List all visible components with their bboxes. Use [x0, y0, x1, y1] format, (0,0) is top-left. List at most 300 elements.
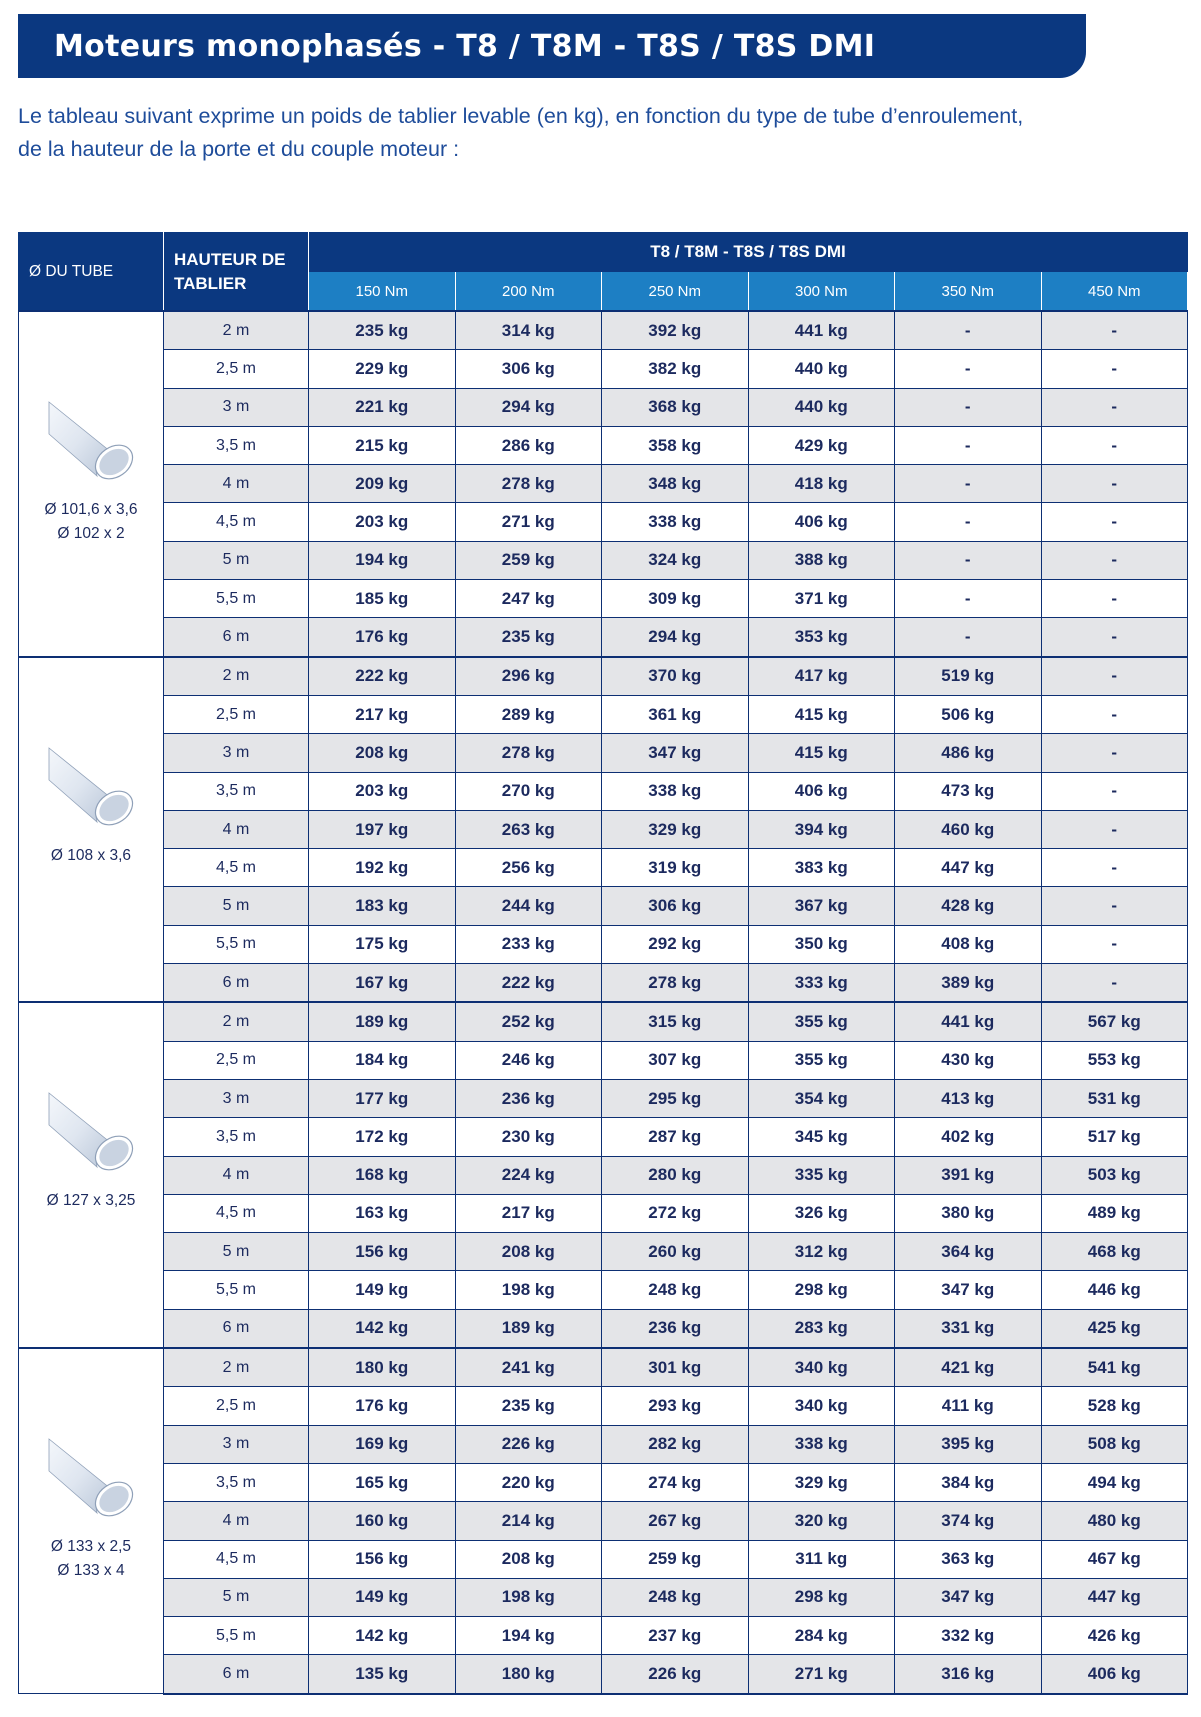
height-cell: 5 m: [164, 1578, 309, 1616]
weight-cell: 283 kg: [748, 1309, 895, 1348]
weight-cell: 271 kg: [455, 503, 602, 541]
weight-cell: 183 kg: [309, 887, 456, 925]
weight-cell: 172 kg: [309, 1118, 456, 1156]
height-header-line-2: TABLIER: [174, 273, 247, 293]
weight-cell: 222 kg: [455, 964, 602, 1003]
weight-cell: 338 kg: [602, 772, 749, 810]
weight-cell: 363 kg: [895, 1540, 1042, 1578]
weight-cell: 142 kg: [309, 1309, 456, 1348]
weight-cell: 353 kg: [748, 618, 895, 657]
weight-cell: 163 kg: [309, 1194, 456, 1232]
weight-cell: 260 kg: [602, 1233, 749, 1271]
torque-header: 150 Nm: [309, 272, 456, 312]
weight-cell: 480 kg: [1041, 1502, 1188, 1540]
weight-cell: 233 kg: [455, 925, 602, 963]
weight-cell: 332 kg: [895, 1617, 1042, 1655]
weight-cell: 149 kg: [309, 1578, 456, 1616]
height-cell: 2 m: [164, 1002, 309, 1041]
weight-cell: -: [895, 350, 1042, 388]
table-row: [19, 465, 1188, 503]
table-row: [19, 1233, 1188, 1271]
weight-cell: -: [895, 541, 1042, 579]
weight-cell: 220 kg: [455, 1463, 602, 1501]
weight-cell: 364 kg: [895, 1233, 1042, 1271]
torque-header: 450 Nm: [1041, 272, 1188, 312]
table-row: [19, 772, 1188, 810]
table-row: [19, 734, 1188, 772]
intro-line-1: Le tableau suivant exprime un poids de tablier levable (en kg), en fonction du type de tube d’enroulement,: [18, 104, 1024, 128]
weight-cell: 156 kg: [309, 1233, 456, 1271]
weight-cell: 340 kg: [748, 1387, 895, 1425]
weight-cell: 267 kg: [602, 1502, 749, 1540]
weight-cell: 235 kg: [455, 1387, 602, 1425]
table-row: [19, 311, 1188, 350]
height-cell: 2,5 m: [164, 350, 309, 388]
weight-cell: 176 kg: [309, 1387, 456, 1425]
table-row: [19, 1271, 1188, 1309]
page-title: Moteurs monophasés - T8 / T8M - T8S / T8S DMI: [54, 29, 876, 64]
weight-cell: 441 kg: [748, 311, 895, 350]
weight-cell: 169 kg: [309, 1425, 456, 1463]
weight-cell: 355 kg: [748, 1002, 895, 1041]
weight-cell: 428 kg: [895, 887, 1042, 925]
weight-cell: 259 kg: [455, 541, 602, 579]
weight-cell: 316 kg: [895, 1655, 1042, 1694]
weight-cell: 180 kg: [309, 1348, 456, 1387]
weight-cell: -: [895, 503, 1042, 541]
table-row: [19, 350, 1188, 388]
weight-cell: 324 kg: [602, 541, 749, 579]
weight-cell: 282 kg: [602, 1425, 749, 1463]
weight-cell: 168 kg: [309, 1156, 456, 1194]
weight-cell: 298 kg: [748, 1271, 895, 1309]
tube-diameter-line: Ø 101,6 x 3,6: [44, 501, 138, 518]
weight-cell: 270 kg: [455, 772, 602, 810]
weight-cell: -: [1041, 695, 1188, 733]
tube-diameter-line: Ø 102 x 2: [57, 525, 125, 542]
weight-cell: -: [1041, 734, 1188, 772]
weight-cell: -: [1041, 657, 1188, 696]
weight-cell: 194 kg: [309, 541, 456, 579]
tube-diameter-line: Ø 127 x 3,25: [46, 1192, 136, 1210]
weight-cell: 567 kg: [1041, 1002, 1188, 1041]
weight-cell: 280 kg: [602, 1156, 749, 1194]
weight-cell: 347 kg: [895, 1271, 1042, 1309]
height-cell: 6 m: [164, 618, 309, 657]
weight-cell: 192 kg: [309, 849, 456, 887]
table-row: [19, 849, 1188, 887]
weight-cell: 473 kg: [895, 772, 1042, 810]
weight-cell: 167 kg: [309, 964, 456, 1003]
height-cell: 4,5 m: [164, 503, 309, 541]
weight-cell: 347 kg: [895, 1578, 1042, 1616]
weight-cell: 370 kg: [602, 657, 749, 696]
table-row: [19, 1194, 1188, 1232]
weight-cell: 226 kg: [602, 1655, 749, 1694]
weight-cell: 415 kg: [748, 734, 895, 772]
weight-cell: 309 kg: [602, 580, 749, 618]
weight-cell: 184 kg: [309, 1041, 456, 1079]
weight-cell: 468 kg: [1041, 1233, 1188, 1271]
weight-cell: 384 kg: [895, 1463, 1042, 1501]
weight-cell: 278 kg: [602, 964, 749, 1003]
weight-cell: 306 kg: [455, 350, 602, 388]
weight-cell: 368 kg: [602, 388, 749, 426]
weight-cell: 278 kg: [455, 734, 602, 772]
weight-cell: 415 kg: [748, 695, 895, 733]
weight-cell: 176 kg: [309, 618, 456, 657]
weight-cell: 236 kg: [602, 1309, 749, 1348]
weight-cell: 222 kg: [309, 657, 456, 696]
weight-cell: 348 kg: [602, 465, 749, 503]
tube-diameter-line: Ø 133 x 2,5: [50, 1538, 132, 1556]
tube-cell: [19, 1002, 164, 1348]
weight-cell: 185 kg: [309, 580, 456, 618]
weight-cell: 224 kg: [455, 1156, 602, 1194]
weight-cell: 350 kg: [748, 925, 895, 963]
height-cell: 2 m: [164, 657, 309, 696]
weight-cell: 198 kg: [455, 1271, 602, 1309]
weight-cell: 278 kg: [455, 465, 602, 503]
weight-cell: 197 kg: [309, 810, 456, 848]
weight-cell: 413 kg: [895, 1079, 1042, 1117]
height-cell: 2 m: [164, 1348, 309, 1387]
weight-cell: 272 kg: [602, 1194, 749, 1232]
weight-cell: 392 kg: [602, 311, 749, 350]
weight-cell: 389 kg: [895, 964, 1042, 1003]
height-header-line-1: HAUTEUR DE: [174, 249, 286, 269]
table-row: [19, 1463, 1188, 1501]
weight-cell: 194 kg: [455, 1617, 602, 1655]
weight-cell: 528 kg: [1041, 1387, 1188, 1425]
weight-cell: 553 kg: [1041, 1041, 1188, 1079]
weight-cell: 329 kg: [602, 810, 749, 848]
height-cell: 4,5 m: [164, 1540, 309, 1578]
weight-cell: 329 kg: [748, 1463, 895, 1501]
weight-cell: 246 kg: [455, 1041, 602, 1079]
weight-cell: 517 kg: [1041, 1118, 1188, 1156]
weight-cell: 320 kg: [748, 1502, 895, 1540]
weight-cell: 345 kg: [748, 1118, 895, 1156]
weight-cell: 263 kg: [455, 810, 602, 848]
height-cell: 3,5 m: [164, 426, 309, 464]
weight-cell: 506 kg: [895, 695, 1042, 733]
weight-cell: -: [1041, 964, 1188, 1003]
table-row: [19, 1348, 1188, 1387]
weight-cell: 440 kg: [748, 350, 895, 388]
table-row: [19, 541, 1188, 579]
table-row: [19, 1387, 1188, 1425]
height-cell: 5 m: [164, 1233, 309, 1271]
weight-cell: 165 kg: [309, 1463, 456, 1501]
tube-cell: [19, 311, 164, 657]
weight-cell: -: [1041, 350, 1188, 388]
weight-cell: 235 kg: [455, 618, 602, 657]
torque-header: 200 Nm: [455, 272, 602, 312]
tube-icon: [45, 1083, 137, 1171]
weight-cell: 395 kg: [895, 1425, 1042, 1463]
title-banner: [18, 14, 1086, 78]
intro-line-2: de la hauteur de la porte et du couple moteur :: [18, 137, 460, 161]
tube-column-header: Ø DU TUBE: [19, 233, 164, 312]
table-row: [19, 1118, 1188, 1156]
weight-cell: 311 kg: [748, 1540, 895, 1578]
tube-cell: [19, 657, 164, 1003]
height-cell: 5,5 m: [164, 925, 309, 963]
weight-cell: 358 kg: [602, 426, 749, 464]
weight-cell: 402 kg: [895, 1118, 1042, 1156]
weight-cell: -: [1041, 810, 1188, 848]
weight-cell: 411 kg: [895, 1387, 1042, 1425]
weight-cell: 247 kg: [455, 580, 602, 618]
weight-cell: 189 kg: [455, 1309, 602, 1348]
weight-cell: -: [895, 388, 1042, 426]
weight-cell: 508 kg: [1041, 1425, 1188, 1463]
weight-cell: 382 kg: [602, 350, 749, 388]
height-cell: 5,5 m: [164, 1617, 309, 1655]
table-row: [19, 925, 1188, 963]
weight-cell: 252 kg: [455, 1002, 602, 1041]
weight-cell: 301 kg: [602, 1348, 749, 1387]
weight-cell: 383 kg: [748, 849, 895, 887]
weight-cell: 367 kg: [748, 887, 895, 925]
weight-cell: -: [1041, 618, 1188, 657]
height-cell: 3 m: [164, 1079, 309, 1117]
weight-cell: 371 kg: [748, 580, 895, 618]
weight-cell: 355 kg: [748, 1041, 895, 1079]
weight-cell: 361 kg: [602, 695, 749, 733]
weight-cell: 214 kg: [455, 1502, 602, 1540]
weight-cell: 156 kg: [309, 1540, 456, 1578]
table-row: [19, 1002, 1188, 1041]
height-cell: 3,5 m: [164, 772, 309, 810]
weight-cell: 486 kg: [895, 734, 1042, 772]
weight-cell: 406 kg: [748, 772, 895, 810]
height-cell: 2,5 m: [164, 1041, 309, 1079]
torque-header: 350 Nm: [895, 272, 1042, 312]
intro-text: [18, 100, 1188, 166]
weight-cell: -: [1041, 925, 1188, 963]
weight-cell: 135 kg: [309, 1655, 456, 1694]
weight-cell: 248 kg: [602, 1271, 749, 1309]
weight-cell: 354 kg: [748, 1079, 895, 1117]
weight-cell: 326 kg: [748, 1194, 895, 1232]
weight-cell: 198 kg: [455, 1578, 602, 1616]
height-cell: 3,5 m: [164, 1463, 309, 1501]
weight-cell: 541 kg: [1041, 1348, 1188, 1387]
weight-cell: 289 kg: [455, 695, 602, 733]
weight-cell: 531 kg: [1041, 1079, 1188, 1117]
weight-cell: 331 kg: [895, 1309, 1042, 1348]
weight-cell: -: [1041, 887, 1188, 925]
weight-cell: 421 kg: [895, 1348, 1042, 1387]
weight-cell: 494 kg: [1041, 1463, 1188, 1501]
height-cell: 6 m: [164, 1655, 309, 1694]
weight-cell: 142 kg: [309, 1617, 456, 1655]
table-body: [19, 311, 1188, 1694]
tube-diameter-label: [19, 844, 163, 868]
weight-cell: 418 kg: [748, 465, 895, 503]
weight-cell: 149 kg: [309, 1271, 456, 1309]
weight-cell: 295 kg: [602, 1079, 749, 1117]
weight-cell: 446 kg: [1041, 1271, 1188, 1309]
weight-cell: 333 kg: [748, 964, 895, 1003]
height-cell: 3 m: [164, 1425, 309, 1463]
weight-cell: 208 kg: [309, 734, 456, 772]
weight-cell: 441 kg: [895, 1002, 1042, 1041]
weight-cell: 293 kg: [602, 1387, 749, 1425]
weight-cell: 294 kg: [455, 388, 602, 426]
weight-cell: 294 kg: [602, 618, 749, 657]
tube-diameter-line: Ø 133 x 4: [57, 1562, 125, 1580]
weight-cell: 298 kg: [748, 1578, 895, 1616]
weight-cell: 440 kg: [748, 388, 895, 426]
tube-diameter-label: [19, 1189, 163, 1213]
weight-cell: 235 kg: [309, 311, 456, 350]
weight-cell: 338 kg: [602, 503, 749, 541]
weight-cell: 314 kg: [455, 311, 602, 350]
weight-cell: -: [1041, 311, 1188, 350]
weight-cell: 380 kg: [895, 1194, 1042, 1232]
table-row: [19, 426, 1188, 464]
height-cell: 2,5 m: [164, 695, 309, 733]
weight-cell: -: [895, 580, 1042, 618]
weight-cell: 208 kg: [455, 1540, 602, 1578]
weight-cell: 430 kg: [895, 1041, 1042, 1079]
weight-cell: 229 kg: [309, 350, 456, 388]
weight-cell: 284 kg: [748, 1617, 895, 1655]
weight-cell: 391 kg: [895, 1156, 1042, 1194]
weight-cell: 160 kg: [309, 1502, 456, 1540]
table-row: [19, 810, 1188, 848]
weight-cell: 388 kg: [748, 541, 895, 579]
weight-cell: 230 kg: [455, 1118, 602, 1156]
table-row: [19, 657, 1188, 696]
table-row: [19, 1425, 1188, 1463]
tube-diameter-label: [19, 498, 163, 546]
tube-diameter-line: Ø 108 x 3,6: [50, 846, 132, 864]
weight-cell: 406 kg: [748, 503, 895, 541]
height-cell: 6 m: [164, 964, 309, 1003]
weight-cell: 236 kg: [455, 1079, 602, 1117]
tube-diameter-label: [19, 1535, 163, 1583]
weight-cell: 503 kg: [1041, 1156, 1188, 1194]
height-cell: 4 m: [164, 465, 309, 503]
weight-cell: -: [1041, 503, 1188, 541]
weight-cell: 335 kg: [748, 1156, 895, 1194]
weight-cell: 306 kg: [602, 887, 749, 925]
height-cell: 5 m: [164, 887, 309, 925]
weight-cell: 208 kg: [455, 1233, 602, 1271]
weight-cell: 217 kg: [309, 695, 456, 733]
weight-cell: 274 kg: [602, 1463, 749, 1501]
weight-cell: -: [895, 426, 1042, 464]
weight-cell: 241 kg: [455, 1348, 602, 1387]
weight-cell: 248 kg: [602, 1578, 749, 1616]
weight-cell: 447 kg: [895, 849, 1042, 887]
weight-cell: 180 kg: [455, 1655, 602, 1694]
table-row: [19, 1502, 1188, 1540]
table-row: [19, 1617, 1188, 1655]
weight-cell: 203 kg: [309, 772, 456, 810]
weight-cell: 347 kg: [602, 734, 749, 772]
weight-cell: 215 kg: [309, 426, 456, 464]
weight-cell: -: [895, 311, 1042, 350]
weight-cell: 287 kg: [602, 1118, 749, 1156]
torque-header: 250 Nm: [602, 272, 749, 312]
height-cell: 2 m: [164, 311, 309, 350]
weight-cell: 237 kg: [602, 1617, 749, 1655]
weight-cell: -: [895, 465, 1042, 503]
weight-cell: 519 kg: [895, 657, 1042, 696]
table-row: [19, 964, 1188, 1003]
tube-icon: [45, 1429, 137, 1517]
height-cell: 6 m: [164, 1309, 309, 1348]
height-cell: 2,5 m: [164, 1387, 309, 1425]
weight-cell: 394 kg: [748, 810, 895, 848]
weight-cell: 209 kg: [309, 465, 456, 503]
height-cell: 4 m: [164, 1156, 309, 1194]
height-cell: 3 m: [164, 388, 309, 426]
torque-header: 300 Nm: [748, 272, 895, 312]
weight-cell: 175 kg: [309, 925, 456, 963]
weight-cell: 340 kg: [748, 1348, 895, 1387]
table-row: [19, 1578, 1188, 1616]
weight-cell: 244 kg: [455, 887, 602, 925]
height-cell: 4,5 m: [164, 849, 309, 887]
weight-cell: -: [1041, 426, 1188, 464]
weight-cell: 374 kg: [895, 1502, 1042, 1540]
height-cell: 3,5 m: [164, 1118, 309, 1156]
table-row: [19, 503, 1188, 541]
weight-cell: 189 kg: [309, 1002, 456, 1041]
weight-cell: 408 kg: [895, 925, 1042, 963]
weight-cell: -: [1041, 541, 1188, 579]
weight-cell: 426 kg: [1041, 1617, 1188, 1655]
height-cell: 5 m: [164, 541, 309, 579]
weight-cell: 417 kg: [748, 657, 895, 696]
weight-cell: 319 kg: [602, 849, 749, 887]
weight-cell: 425 kg: [1041, 1309, 1188, 1348]
weight-cell: 312 kg: [748, 1233, 895, 1271]
height-cell: 4 m: [164, 810, 309, 848]
weight-cell: 259 kg: [602, 1540, 749, 1578]
table-row: [19, 618, 1188, 657]
table-row: [19, 388, 1188, 426]
table-row: [19, 1041, 1188, 1079]
tube-icon: [45, 738, 137, 826]
weight-cell: 460 kg: [895, 810, 1042, 848]
weight-cell: 286 kg: [455, 426, 602, 464]
weight-cell: 217 kg: [455, 1194, 602, 1232]
height-cell: 4,5 m: [164, 1194, 309, 1232]
weight-cell: -: [1041, 849, 1188, 887]
weight-cell: 296 kg: [455, 657, 602, 696]
height-cell: 5,5 m: [164, 1271, 309, 1309]
weight-cell: 467 kg: [1041, 1540, 1188, 1578]
weight-cell: 307 kg: [602, 1041, 749, 1079]
height-cell: 5,5 m: [164, 580, 309, 618]
height-cell: 4 m: [164, 1502, 309, 1540]
table-row: [19, 1079, 1188, 1117]
table-row: [19, 580, 1188, 618]
weight-cell: 221 kg: [309, 388, 456, 426]
table-row: [19, 1156, 1188, 1194]
height-column-header: [164, 233, 309, 312]
weight-cell: 315 kg: [602, 1002, 749, 1041]
weight-cell: -: [1041, 388, 1188, 426]
weight-cell: -: [1041, 465, 1188, 503]
